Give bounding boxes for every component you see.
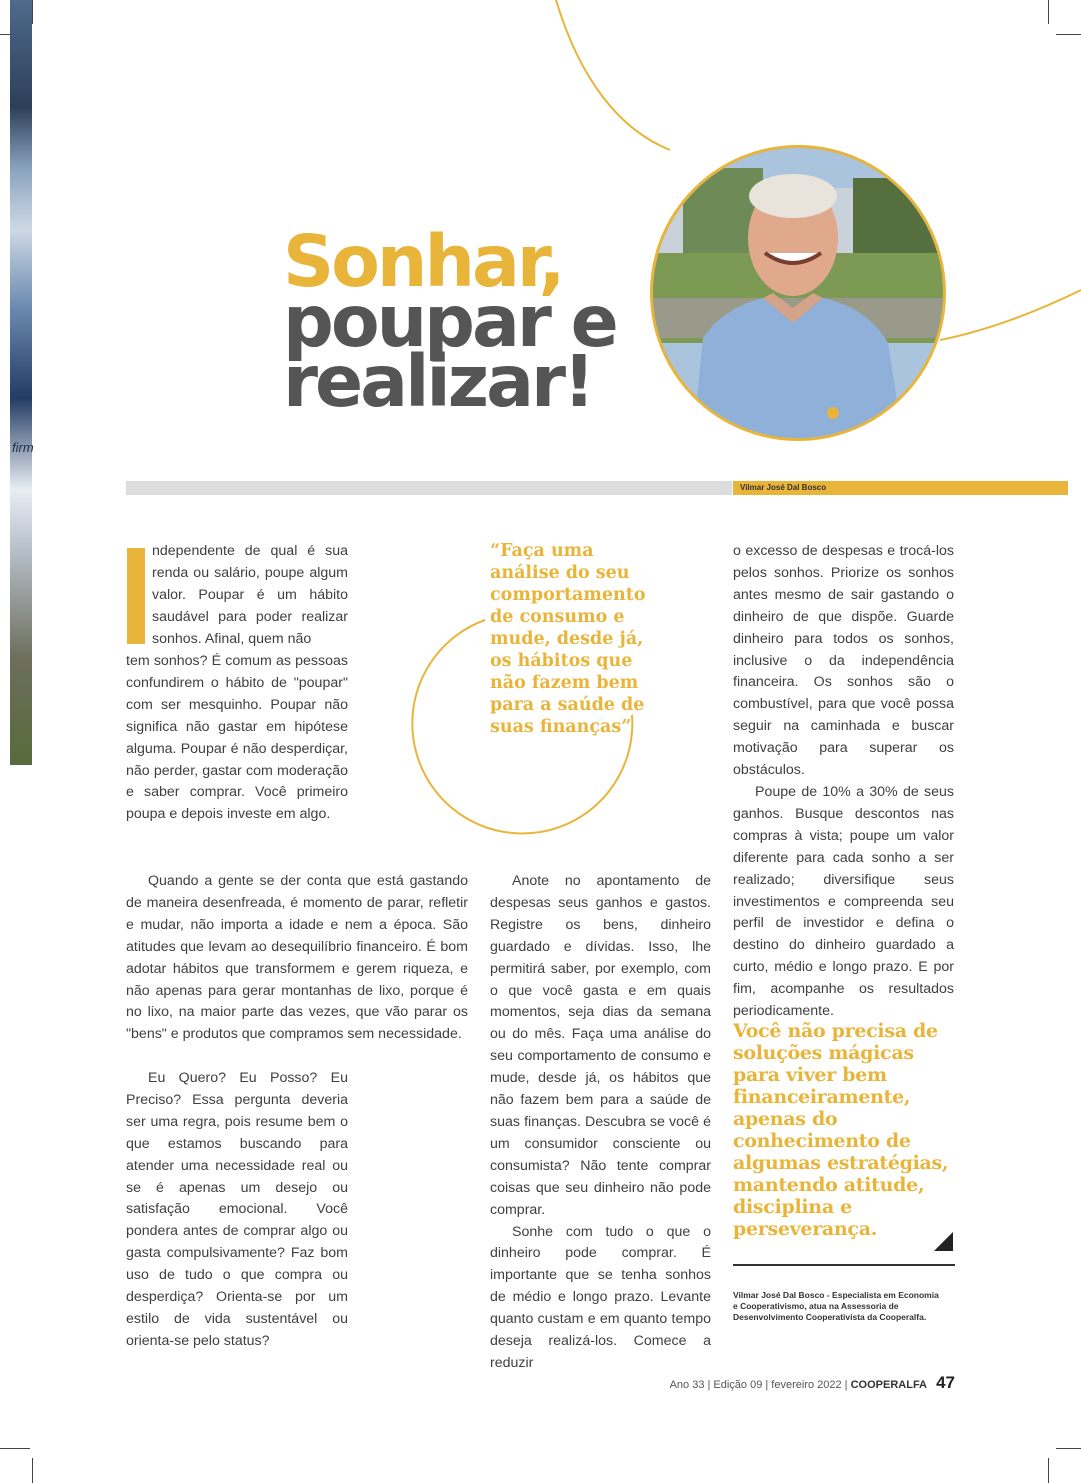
crop-mark [32,0,33,24]
body-paragraph: Quando a gente se der conta que está gastando de maneira desenfreada, é momento de parar, refletir e mudar, não importa a idade e nem a época. São atitudes que levam ao desequilíbrio financeiro. É bom adotar hábitos que transformem e gerem riqueza, e não apenas para gerar montanhas de lixo, porque é no lixo, na maior parte das vezes, que vão parar os "bens" e produtos que compramos sem necessidade. [126,873,468,1043]
body-column-3 [733,541,954,1023]
title-line-3: realizar! [283,340,593,423]
article-title [283,220,683,423]
photo-credit: Vilmar José Dal Bosco [740,483,827,492]
body-paragraph: Poupe de 10% a 30% de seus ganhos. Busque descontos nas compras à vista; poupe um valor diferente para cada sonho a ser realizado; diversifique seus investimentos e compreenda seu perfil de investidor e defina o destino do dinheiro guardado a curto, médio e longo prazo. E por fim, acompanhe os resultados periodicamente. [733,783,954,1020]
dropcap-letter [127,548,145,644]
crop-mark [1056,1448,1081,1449]
body-paragraph: tem sonhos? É comum as pessoas confundirem o hábito de "poupar" com ser mesquinho. Poupar não significa não gastar em hipótese alguma. Poupar é não desperdiçar, não perder, gastar com moderação e saber comprar. Você primeiro poupa e depois investe em algo. [126,653,348,823]
divider-rule [733,1264,955,1266]
body-paragraph: Sonhe com tudo o que o dinheiro pode comprar. É importante que se tenha sonhos de médio e longo prazo. Levante quanto custam e em quanto tempo deseja realizá-los. Comece a reduzir [490,1223,711,1371]
crop-mark [32,1458,33,1483]
footer-issue: Ano 33 | Edição 09 | fevereiro 2022 | [669,1379,848,1391]
highlight-statement: Você não precisa de soluções mágicas para viver bem financeiramente, apenas do conhecimento de algumas estratégias, mantendo atitude, disciplina e perseverança. [733,1020,949,1240]
author-portrait [650,145,946,441]
body-paragraph: Eu Quero? Eu Posso? Eu Preciso? Essa pergunta deveria ser uma regra, pois resume bem o que estamos buscando para atender uma necessidade real ou se é apenas um desejo ou satisfação emocional. Você pondera antes de comprar algo ou gasta compulsivamente? Faz bom uso de tudo o que compra ou desperdiça? Orienta-se por um estilo de vida sustentável ou orienta-se pelo status? [126,1070,348,1349]
body-column-2 [490,871,711,1375]
author-bio: Vilmar José Dal Bosco - Especialista em Economia e Cooperativismo, atua na Assessoria de Desenvolvimento Cooperativista da Cooperalfa. [733,1290,939,1322]
corner-triangle-icon [934,1232,953,1251]
title-line-2: poupar e [283,280,616,363]
crop-mark [1048,1458,1049,1483]
body-paragraph: o excesso de despesas e trocá-los pelos sonhos. Priorize os sonhos antes mesmo de sair gastando o dinheiro de que dispõe. Guarde dinheiro para todos os sonhos, inclusive o da independência financeira. Os sonhos são o combustível, para que você possa seguir na caminhada e buscar motivação para superar os obstáculos. [733,543,954,779]
crop-mark [0,1448,30,1449]
edge-photo-text: firm [12,440,34,455]
page-footer [640,1373,955,1395]
edge-photo-strip [10,0,32,765]
footer-brand: COOPERALFA [850,1379,928,1391]
pull-quote: “Faça uma análise do seu comportamento de consumo e mude, desde já, os hábitos que não fazem bem para a saúde de suas finanças” [490,541,646,737]
title-line-1: Sonhar, [283,220,563,303]
body-paragraph: Anote no apontamento de despesas seus ganhos e gastos. Registre os bens, dinheiro guardado e dívidas. Isso, lhe permitirá saber, por exemplo, com o que você gasta e em quais momentos, seja dias da semana ou do mês. Faça uma análise do seu comportamento de consumo e mude, desde já, os hábitos que não fazem bem para a saúde de suas finanças. Descubra se você é um consumidor consciente ou consumista? Não tente comprar coisas que seu dinheiro não pode comprar. [490,873,711,1218]
page-number: 47 [936,1373,955,1392]
body-paragraph: ndependente de qual é sua renda ou salário, poupe algum valor. Poupar é um hábito saudável para poder realizar sonhos. Afinal, quem não [152,543,348,647]
